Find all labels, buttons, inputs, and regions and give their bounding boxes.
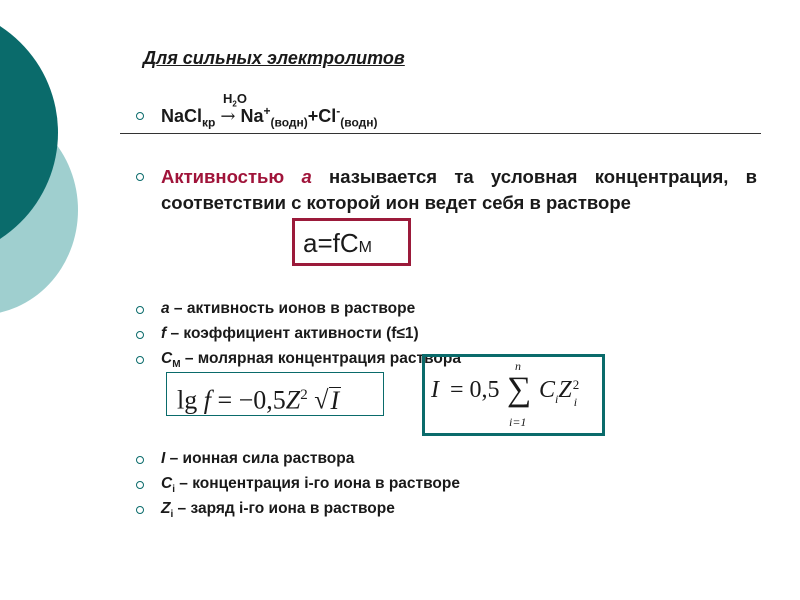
legend-item-activity: a – активность ионов в растворе [161,300,416,317]
sigma-icon: ∑ [507,371,532,408]
definition-text: называется та условная концентрация, в соответствии с которой ион ведет себя в растворе [161,166,758,213]
legend-item-ionic-strength: I – ионная сила раствора [161,450,355,467]
bullet-icon [134,504,146,516]
arrow-icon: → [220,106,236,127]
slide-title: Для сильных электролитов [143,48,405,68]
bullet-icon [134,304,146,316]
bullet-icon [134,479,146,491]
ionic-strength-formula-box [422,354,605,436]
sqrt-sign-icon: √ [314,385,329,415]
sum-upper-limit: n [515,359,521,373]
solvent-label: $H_2O$ [223,91,247,109]
legend-item-ion-concentration: $C_i$ – концентрация i-го иона в растворе [161,475,460,496]
bullet-icon [134,171,146,183]
bullet-icon [134,329,146,341]
sum-lower-limit: i=1 [509,415,527,429]
defined-term: Активностью [161,166,285,187]
activity-symbol: a [301,166,312,187]
dissociation-equation: NaCl$_{кр}$ → $Na^+_{(водн)}+Cl^-_{(водн)}$ [161,104,378,130]
activity-formula-box: a=fCM [292,218,411,266]
legend-item-coefficient: f – коэффициент активности (f≤1) [161,325,419,342]
bullet-icon [134,454,146,466]
legend-item-ion-charge: $Z_i$ – заряд i-го иона в растворе [161,500,395,521]
ionic-strength-lhs: I [431,377,439,403]
bullet-icon [134,110,146,122]
activity-definition [161,164,757,216]
sum-term: $C_iZ$ 2 i [539,377,580,409]
legend-item-molarity: $C_M$ – молярная концентрация раствора [161,350,461,371]
debye-huckel-formula: $\lg f = -0,5Z^2$ √I [166,372,384,416]
ionic-strength-coefficient: = 0,5 [450,377,500,403]
divider-line [120,133,761,134]
bullet-icon [134,354,146,366]
